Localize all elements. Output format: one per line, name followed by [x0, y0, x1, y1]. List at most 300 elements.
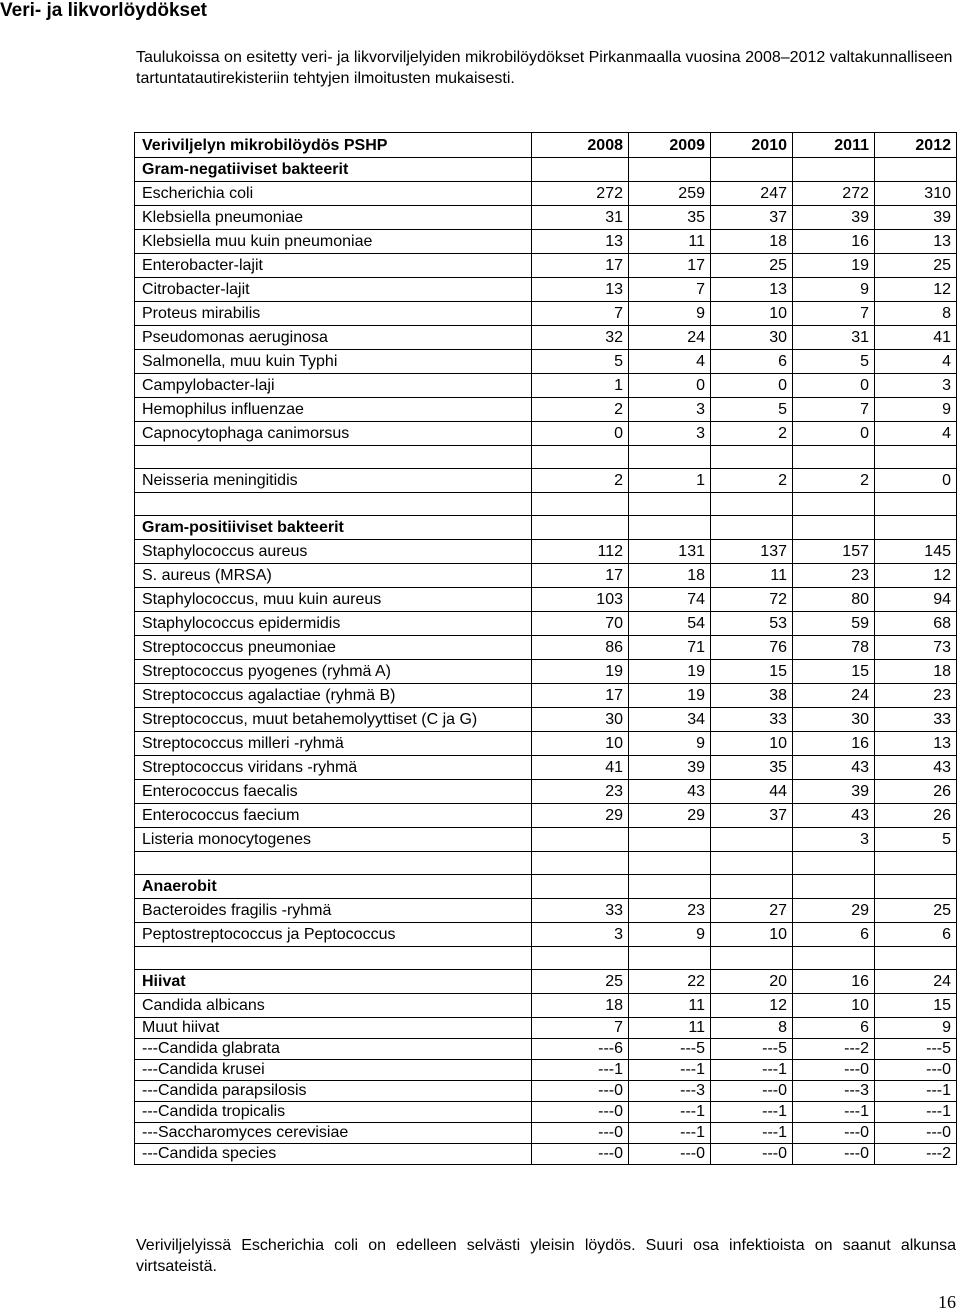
row-value: 112 — [532, 540, 629, 564]
page-number: 16 — [938, 1292, 956, 1312]
row-value: ---1 — [875, 1081, 957, 1102]
table-row — [135, 182, 957, 206]
row-value: 18 — [532, 994, 629, 1018]
row-label: Bacteroides fragilis -ryhmä — [135, 899, 532, 923]
row-value: 131 — [629, 540, 711, 564]
row-value: 6 — [793, 923, 875, 947]
row-value: 25 — [711, 254, 793, 278]
row-value — [532, 947, 629, 970]
table-row — [135, 422, 957, 446]
row-value — [793, 516, 875, 540]
row-value: 18 — [875, 660, 957, 684]
row-value: 0 — [532, 422, 629, 446]
row-value: 13 — [532, 230, 629, 254]
row-value: ---5 — [629, 1039, 711, 1060]
row-value: 74 — [629, 588, 711, 612]
row-value — [875, 852, 957, 875]
row-value — [793, 493, 875, 516]
row-value: 33 — [532, 899, 629, 923]
table-row — [135, 684, 957, 708]
table-row — [135, 398, 957, 422]
row-value: 259 — [629, 182, 711, 206]
table-row — [135, 302, 957, 326]
row-value: ---1 — [629, 1123, 711, 1144]
table-row — [135, 1060, 957, 1081]
row-value: 5 — [532, 350, 629, 374]
row-label: Anaerobit — [135, 875, 532, 899]
row-value: 26 — [875, 804, 957, 828]
table-spacer-row — [135, 493, 957, 516]
row-label: Gram-positiiviset bakteerit — [135, 516, 532, 540]
row-value: 9 — [793, 278, 875, 302]
row-label: ---Candida parapsilosis — [135, 1081, 532, 1102]
row-value: 30 — [532, 708, 629, 732]
row-value: 17 — [532, 254, 629, 278]
row-value: 23 — [629, 899, 711, 923]
row-value: 23 — [532, 780, 629, 804]
row-label: Gram-negatiiviset bakteerit — [135, 158, 532, 182]
row-value: 18 — [629, 564, 711, 588]
table-row — [135, 756, 957, 780]
table-header-row — [135, 133, 957, 158]
row-value: 25 — [532, 970, 629, 994]
row-value: 39 — [793, 206, 875, 230]
row-label: Hemophilus influenzae — [135, 398, 532, 422]
row-value: 2 — [711, 422, 793, 446]
row-value: 3 — [875, 374, 957, 398]
row-value: 0 — [875, 469, 957, 493]
table-row — [135, 780, 957, 804]
row-value — [875, 875, 957, 899]
row-value: 80 — [793, 588, 875, 612]
table-row — [135, 732, 957, 756]
row-value: ---5 — [875, 1039, 957, 1060]
header-cell-year: 2009 — [629, 133, 711, 158]
row-label: Staphylococcus, muu kuin aureus — [135, 588, 532, 612]
row-value: 17 — [532, 684, 629, 708]
row-value: ---0 — [532, 1144, 629, 1165]
row-label: ---Candida species — [135, 1144, 532, 1165]
table-row — [135, 254, 957, 278]
row-value — [629, 875, 711, 899]
table-row — [135, 1018, 957, 1039]
row-value: 17 — [629, 254, 711, 278]
row-value — [711, 158, 793, 182]
row-value: 38 — [711, 684, 793, 708]
table-row — [135, 564, 957, 588]
row-value: 2 — [711, 469, 793, 493]
row-value: 17 — [532, 564, 629, 588]
row-value: 29 — [532, 804, 629, 828]
row-value: 29 — [793, 899, 875, 923]
row-value: 0 — [711, 374, 793, 398]
row-label — [135, 852, 532, 875]
row-value: 15 — [711, 660, 793, 684]
row-value: 4 — [875, 350, 957, 374]
table-row — [135, 350, 957, 374]
row-value: 272 — [532, 182, 629, 206]
table-row — [135, 923, 957, 947]
row-value: 33 — [711, 708, 793, 732]
table-group-row — [135, 875, 957, 899]
row-value: 16 — [793, 732, 875, 756]
row-label: Streptococcus viridans -ryhmä — [135, 756, 532, 780]
row-value: 29 — [629, 804, 711, 828]
row-value: 25 — [875, 254, 957, 278]
row-value: 19 — [532, 660, 629, 684]
row-label: ---Candida glabrata — [135, 1039, 532, 1060]
row-value: 37 — [711, 206, 793, 230]
row-label: Klebsiella muu kuin pneumoniae — [135, 230, 532, 254]
header-cell-year: 2012 — [875, 133, 957, 158]
table-row — [135, 899, 957, 923]
row-value: ---1 — [629, 1060, 711, 1081]
header-cell-year: 2011 — [793, 133, 875, 158]
row-value — [793, 446, 875, 469]
row-value: ---0 — [875, 1123, 957, 1144]
row-value: ---1 — [793, 1102, 875, 1123]
row-label: S. aureus (MRSA) — [135, 564, 532, 588]
row-label: Proteus mirabilis — [135, 302, 532, 326]
header-cell-title: Veriviljelyn mikrobilöydös PSHP — [135, 133, 532, 158]
row-value: 272 — [793, 182, 875, 206]
row-value: 3 — [629, 398, 711, 422]
row-value — [629, 493, 711, 516]
row-value: 19 — [629, 684, 711, 708]
row-value — [875, 516, 957, 540]
row-value: 24 — [629, 326, 711, 350]
row-value: 10 — [793, 994, 875, 1018]
row-label: Pseudomonas aeruginosa — [135, 326, 532, 350]
row-value: 43 — [629, 780, 711, 804]
table-row — [135, 994, 957, 1018]
row-value: ---0 — [711, 1081, 793, 1102]
section-heading: Veri- ja likvorlöydökset — [0, 0, 207, 21]
row-value — [532, 493, 629, 516]
table-row — [135, 1102, 957, 1123]
table-row — [135, 828, 957, 852]
row-value: 11 — [629, 994, 711, 1018]
row-value: 5 — [711, 398, 793, 422]
row-label: ---Candida krusei — [135, 1060, 532, 1081]
row-value: 19 — [793, 254, 875, 278]
row-value: 9 — [629, 732, 711, 756]
row-value: 76 — [711, 636, 793, 660]
row-value: 3 — [793, 828, 875, 852]
row-label: Salmonella, muu kuin Typhi — [135, 350, 532, 374]
intro-paragraph: Taulukoissa on esitetty veri- ja likvorviljelyiden mikrobilöydökset Pirkanmaalla vuosina 2008–2012 valtakunnalliseen tartuntatautirekisteriin tehtyjen ilmoitusten mukaisesti. — [136, 49, 953, 87]
table-row — [135, 1081, 957, 1102]
row-value: 10 — [711, 732, 793, 756]
row-value: 1 — [532, 374, 629, 398]
row-value: 9 — [629, 302, 711, 326]
row-value — [532, 158, 629, 182]
header-cell-year: 2008 — [532, 133, 629, 158]
row-value — [532, 875, 629, 899]
row-value: 70 — [532, 612, 629, 636]
table-row — [135, 588, 957, 612]
row-label: ---Saccharomyces cerevisiae — [135, 1123, 532, 1144]
row-value: 12 — [875, 564, 957, 588]
row-value — [711, 828, 793, 852]
row-value — [629, 947, 711, 970]
row-label: Klebsiella pneumoniae — [135, 206, 532, 230]
table-spacer-row — [135, 852, 957, 875]
row-value: 30 — [711, 326, 793, 350]
row-value: ---1 — [629, 1102, 711, 1123]
row-value: ---0 — [711, 1144, 793, 1165]
row-value: 247 — [711, 182, 793, 206]
row-value: 15 — [793, 660, 875, 684]
row-label: Campylobacter-laji — [135, 374, 532, 398]
row-value: ---3 — [629, 1081, 711, 1102]
row-value: 24 — [793, 684, 875, 708]
row-value: 1 — [629, 469, 711, 493]
row-value: ---5 — [711, 1039, 793, 1060]
row-value: ---0 — [793, 1123, 875, 1144]
row-value: 41 — [532, 756, 629, 780]
row-value: 2 — [793, 469, 875, 493]
row-value — [793, 852, 875, 875]
table-row — [135, 326, 957, 350]
row-value — [629, 852, 711, 875]
row-value: 43 — [793, 804, 875, 828]
row-value: 73 — [875, 636, 957, 660]
row-value — [793, 947, 875, 970]
row-value: 39 — [875, 206, 957, 230]
table-group-row — [135, 158, 957, 182]
row-label: Enterococcus faecium — [135, 804, 532, 828]
table-row — [135, 278, 957, 302]
row-label: Muut hiivat — [135, 1018, 532, 1039]
row-value: 72 — [711, 588, 793, 612]
row-value — [629, 516, 711, 540]
row-value: 7 — [532, 1018, 629, 1039]
row-value: ---0 — [629, 1144, 711, 1165]
row-value: 71 — [629, 636, 711, 660]
row-value — [711, 446, 793, 469]
table-row — [135, 612, 957, 636]
table-row — [135, 708, 957, 732]
row-value: 68 — [875, 612, 957, 636]
row-value — [711, 947, 793, 970]
footnote-paragraph: Veriviljelyissä Escherichia coli on edelleen selvästi yleisin löydös. Suuri osa infektioista on saanut alkunsa virtsateistä. — [136, 1237, 956, 1275]
row-value — [711, 852, 793, 875]
row-value: 10 — [711, 302, 793, 326]
row-value: 9 — [875, 398, 957, 422]
row-value — [875, 493, 957, 516]
row-value: ---1 — [532, 1060, 629, 1081]
row-value: 24 — [875, 970, 957, 994]
row-value: ---0 — [875, 1060, 957, 1081]
row-value: 27 — [711, 899, 793, 923]
row-value: 19 — [629, 660, 711, 684]
row-value: 12 — [711, 994, 793, 1018]
row-label: Capnocytophaga canimorsus — [135, 422, 532, 446]
row-value: 23 — [793, 564, 875, 588]
row-value: 11 — [629, 230, 711, 254]
row-value: 16 — [793, 970, 875, 994]
row-label: Citrobacter-lajit — [135, 278, 532, 302]
row-value: 39 — [793, 780, 875, 804]
row-label: Escherichia coli — [135, 182, 532, 206]
table-row — [135, 636, 957, 660]
table-row — [135, 469, 957, 493]
row-value — [875, 947, 957, 970]
table-row — [135, 206, 957, 230]
row-value: 0 — [629, 374, 711, 398]
row-value: 10 — [711, 923, 793, 947]
row-value: 31 — [532, 206, 629, 230]
row-label: Streptococcus pyogenes (ryhmä A) — [135, 660, 532, 684]
row-value: 157 — [793, 540, 875, 564]
row-value — [532, 828, 629, 852]
table-row — [135, 970, 957, 994]
table-row — [135, 660, 957, 684]
row-value: 7 — [793, 398, 875, 422]
row-value: ---3 — [793, 1081, 875, 1102]
row-value: 25 — [875, 899, 957, 923]
row-value: 13 — [875, 230, 957, 254]
row-value: ---1 — [711, 1060, 793, 1081]
row-value: ---1 — [711, 1123, 793, 1144]
row-value: 41 — [875, 326, 957, 350]
row-value: 2 — [532, 398, 629, 422]
table-group-row — [135, 516, 957, 540]
row-value: 39 — [629, 756, 711, 780]
row-label: Candida albicans — [135, 994, 532, 1018]
row-value: 7 — [793, 302, 875, 326]
row-value: 137 — [711, 540, 793, 564]
row-label: Streptococcus agalactiae (ryhmä B) — [135, 684, 532, 708]
table-row — [135, 1144, 957, 1165]
row-value: 53 — [711, 612, 793, 636]
row-value: 103 — [532, 588, 629, 612]
row-value: 86 — [532, 636, 629, 660]
row-value: ---2 — [875, 1144, 957, 1165]
row-value: 6 — [793, 1018, 875, 1039]
row-label: Peptostreptococcus ja Peptococcus — [135, 923, 532, 947]
table-row — [135, 804, 957, 828]
blood-culture-table — [134, 132, 957, 1165]
row-value: 12 — [875, 278, 957, 302]
row-value: 94 — [875, 588, 957, 612]
row-value: 43 — [875, 756, 957, 780]
table-row — [135, 374, 957, 398]
row-value: 310 — [875, 182, 957, 206]
row-value: 4 — [875, 422, 957, 446]
row-value: 0 — [793, 422, 875, 446]
row-value: ---0 — [532, 1123, 629, 1144]
row-value: 31 — [793, 326, 875, 350]
row-value: 4 — [629, 350, 711, 374]
row-label: Streptococcus pneumoniae — [135, 636, 532, 660]
table-row — [135, 1123, 957, 1144]
row-value: 6 — [711, 350, 793, 374]
row-value — [711, 875, 793, 899]
row-value: 13 — [711, 278, 793, 302]
table-spacer-row — [135, 446, 957, 469]
row-value — [875, 446, 957, 469]
row-value — [629, 828, 711, 852]
row-label: Enterobacter-lajit — [135, 254, 532, 278]
row-value: 9 — [875, 1018, 957, 1039]
row-value: 6 — [875, 923, 957, 947]
row-value: 8 — [875, 302, 957, 326]
row-value: ---0 — [532, 1081, 629, 1102]
row-value: 11 — [629, 1018, 711, 1039]
row-value: 34 — [629, 708, 711, 732]
row-value — [793, 875, 875, 899]
row-value — [793, 158, 875, 182]
row-value: 37 — [711, 804, 793, 828]
row-value: 32 — [532, 326, 629, 350]
row-value — [532, 852, 629, 875]
row-value: ---6 — [532, 1039, 629, 1060]
row-value: 5 — [793, 350, 875, 374]
row-value: 33 — [875, 708, 957, 732]
table-row — [135, 1039, 957, 1060]
row-value: 16 — [793, 230, 875, 254]
row-value — [875, 158, 957, 182]
row-value: 54 — [629, 612, 711, 636]
row-value: 11 — [711, 564, 793, 588]
row-label: Streptococcus milleri -ryhmä — [135, 732, 532, 756]
row-value: 26 — [875, 780, 957, 804]
row-value: 3 — [629, 422, 711, 446]
row-value: 35 — [711, 756, 793, 780]
row-value — [711, 516, 793, 540]
row-value — [629, 158, 711, 182]
row-label: ---Candida tropicalis — [135, 1102, 532, 1123]
row-value: 145 — [875, 540, 957, 564]
row-value: ---2 — [793, 1039, 875, 1060]
row-label: Staphylococcus epidermidis — [135, 612, 532, 636]
row-label: Hiivat — [135, 970, 532, 994]
header-cell-year: 2010 — [711, 133, 793, 158]
row-value: 10 — [532, 732, 629, 756]
row-value: 5 — [875, 828, 957, 852]
row-value: 13 — [532, 278, 629, 302]
row-value: 44 — [711, 780, 793, 804]
row-value: ---0 — [532, 1102, 629, 1123]
row-value — [532, 446, 629, 469]
row-label: Neisseria meningitidis — [135, 469, 532, 493]
row-label — [135, 947, 532, 970]
table-row — [135, 540, 957, 564]
row-label: Streptococcus, muut betahemolyyttiset (C ja G) — [135, 708, 532, 732]
row-label — [135, 446, 532, 469]
row-value: 7 — [629, 278, 711, 302]
row-value: 23 — [875, 684, 957, 708]
row-value: 0 — [793, 374, 875, 398]
row-value — [532, 516, 629, 540]
row-value: ---0 — [793, 1060, 875, 1081]
row-value: 15 — [875, 994, 957, 1018]
table-row — [135, 230, 957, 254]
row-value: 9 — [629, 923, 711, 947]
row-value: 8 — [711, 1018, 793, 1039]
row-value: 30 — [793, 708, 875, 732]
row-value: 13 — [875, 732, 957, 756]
row-value: 7 — [532, 302, 629, 326]
row-label: Listeria monocytogenes — [135, 828, 532, 852]
row-value: 43 — [793, 756, 875, 780]
row-value: ---1 — [711, 1102, 793, 1123]
row-value: 2 — [532, 469, 629, 493]
table-spacer-row — [135, 947, 957, 970]
row-value: 22 — [629, 970, 711, 994]
